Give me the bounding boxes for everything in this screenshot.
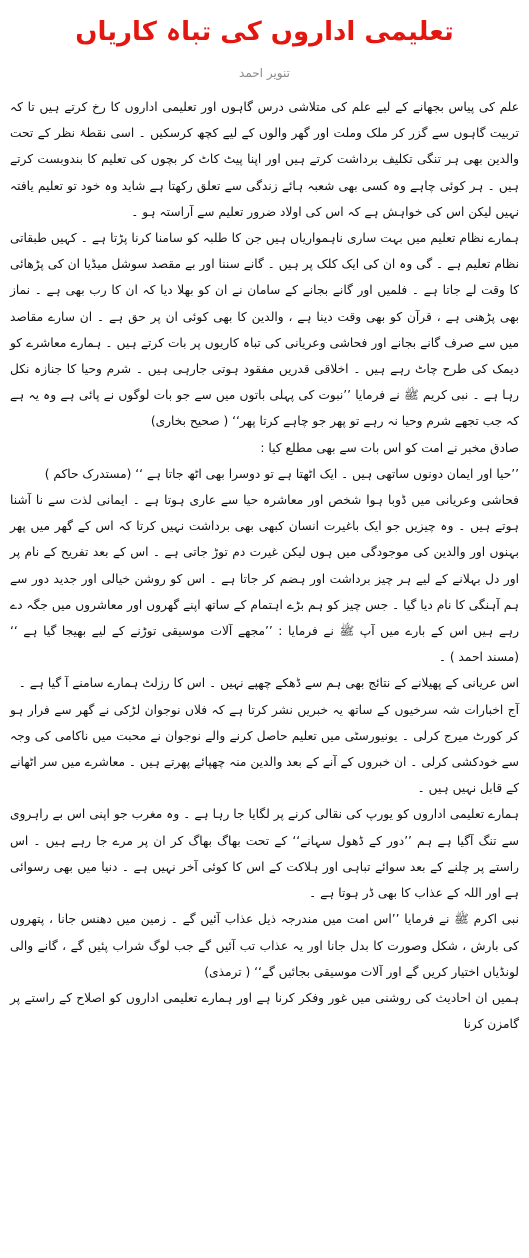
article-author: تنویر احمد [239, 66, 290, 80]
paragraph-6: اس عریانی کے پھیلانے کے نتائج بھی ہم سے ڈھکے چھپے نہیں ۔ اس کا رزلٹ ہمارے سامنے آ گیا ہے ۔ [18, 676, 519, 691]
paragraph-1: علم کی پیاس بجھانے کے لیے علم کی متلاشی درس گاہوں اور تعلیمی اداروں کا رخ کرتے ہیں تا کہ تربیت گاہوں سے گزر کر ملک وملت اور گھر والوں کے لیے کچھ کرسکیں ۔ اسی نقطۂ نظر کے تحت والدین بھی ہر تنگی تکلیف برداشت کرتے ہیں اور اپنا پیٹ کاٹ کر بچوں کی تعلیم کا بندوبست کرتے ہیں ۔ ہر کوئی چاہے وہ کسی بھی شعبہ ہائے زندگی سے تعلق رکھتا ہے شاید وہ خود تو تعلیم یافتہ نہیں لیکن اس کی خواہش ہے کہ اس کی اولاد ضرور تعلیم سے آراستہ ہو ۔ [10, 100, 519, 219]
paragraph-5: فحاشی وعریانی میں ڈوبا ہوا شخص اور معاشرہ حیا سے عاری ہوتا ہے ۔ ایمانی لذت سے نا آشنا ہوتے ہیں ۔ وہ چیزیں جو ایک باغیرت انسان کبھی بھی برداشت نہیں کرتا کہ اس کے گھر میں پھر بہنوں اور والدین کی موجودگی میں ہوں لیکن غیرت دم توڑ جاتی ہے ۔ اس کے بعد تفریح کے نام پر اور دل بہلانے کے لیے ہر چیز برداشت اور ہضم کر جاتا ہے ۔ اس کو روشن خیالی اور جدید دور سے ہم آہنگی کا نام دیا گیا ۔ جس چیز کو ہم بڑے اہتمام کے ساتھ اپنے گھروں اور معاشروں میں جگہ دے رہے ہیں اس کے بارے میں آپ ﷺ نے فرمایا : ’’مجھے آلات موسیقی توڑنے کے لیے بھیجا گیا ہے ‘‘ (مسند احمد ) ۔ [10, 493, 519, 665]
paragraph-2: ہمارے نظام تعلیم میں بہت ساری ناہمواریاں ہیں جن کا طلبہ کو سامنا کرنا پڑتا ہے ۔ کہیں طبقاتی نظام تعلیم ہے ۔ گی وہ ان کی ایک کلک پر ہیں ۔ گانے سننا اور بے مقصد سوشل میڈیا ان کی پڑھائی کا وقت لے جاتا ہے ۔ فلمیں اور گانے بجانے کے سامان نے ان کو بھلا دیا کہ ان کا رب بھی ہے ۔ نماز بھی پڑھنی ہے ، قرآن کو بھی وقت دینا ہے ، والدین کا بھی کوئی ان پر حق ہے ۔ ان سارے مقاصد میں سے صرف گانے بجانے اور فحاشی وعریانی کی تباہ کاریوں پر بات کرتے ہیں ۔ ہمارے معاشرے کو دیمک کی طرح چاٹ رہے ہیں ۔ اخلاقی قدریں مفقود ہوتی جارہی ہیں ۔ شرم وحیا کا جنازہ نکل رہا ہے ۔ نبی کریم ﷺ نے فرمایا ’’نبوت کی پہلی باتوں میں سے جو بات لوگوں نے پائی ہے وہ یہ ہے کہ جب تجھے شرم وحیا نہ رہے تو پھر جو چاہے کرتا پھر‘‘ ( صحیح بخاری) [10, 231, 519, 429]
paragraph-4-quote: ’’حیا اور ایمان دونوں ساتھی ہیں ۔ ایک اٹھتا ہے تو دوسرا بھی اٹھ جاتا ہے ‘‘ (مستدرک حاکم ) [44, 466, 519, 481]
paragraph-8: ہمارے تعلیمی اداروں کو یورپ کی نقالی کرنے پر لگایا جا رہا ہے ۔ وہ مغرب جو اپنی اس بے راہروی سے تنگ آگیا ہے ہم ’’دور کے ڈھول سہانے‘‘ کے تحت بھاگ بھاگ کر ان پر مرے جا رہے ہیں ۔ اس راستے پر چلنے کے بعد سوائے تباہی اور ہلاکت کے اس کا کوئی آخر نہیں ہے ۔ دنیا میں بھی رسوائی ہے اور اللہ کے عذاب کا بھی ڈر ہوتا ہے ۔ [10, 807, 519, 901]
article-body [10, 94, 519, 1037]
paragraph-3: صادق مخبر نے امت کو اس بات سے بھی مطلع کیا : [260, 440, 519, 455]
paragraph-9: نبی اکرم ﷺ نے فرمایا ’’اس امت میں مندرجہ ذیل عذاب آئیں گے ۔ زمین میں دھنس جانا ، پتھروں کی بارش ، شکل وصورت کا بدل جانا اور یہ عذاب تب آئیں گے جب لوگ شراب پئیں گے ، گانے والی لونڈیاں اختیار کریں گے اور آلات موسیقی بجائیں گے‘‘ ( ترمذی) [10, 912, 519, 979]
article-title: تعلیمی اداروں کی تباہ کاریاں [75, 17, 454, 47]
paragraph-7: آج اخبارات شہ سرخیوں کے ساتھ یہ خبریں نشر کرتا ہے کہ فلاں نوجوان لڑکی نے گھر سے فرار ہو کر کورٹ میرج کرلی ۔ یونیورسٹی میں تعلیم حاصل کرنے والے نوجوان نے محبت میں ناکامی کی وجہ سے خودکشی کرلی ۔ ان خبروں کے آنے کے بعد والدین منہ چھپائے پھرتے ہیں ۔ معاشرے میں سر اٹھانے کے قابل نہیں ہیں ۔ [10, 702, 519, 796]
paragraph-10: ہمیں ان احادیث کی روشنی میں غور وفکر کرنا ہے اور ہمارے تعلیمی اداروں کو اصلاح کے راستے پر گامزن کرنا [10, 990, 519, 1032]
